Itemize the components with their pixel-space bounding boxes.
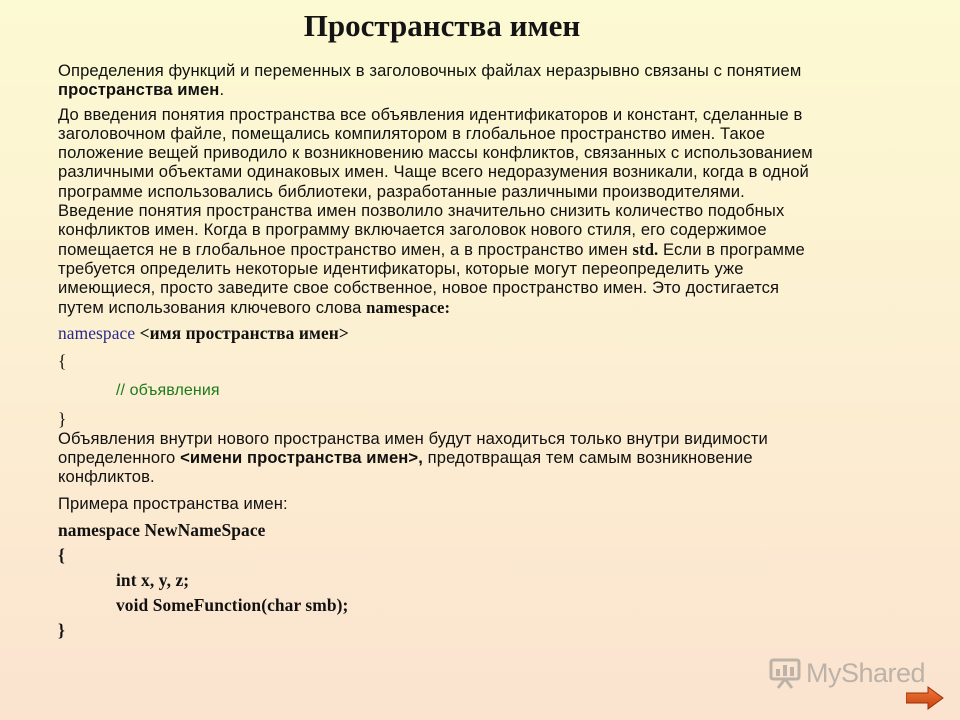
scope-line: конфликтов. bbox=[58, 467, 155, 487]
syntax-close-brace: } bbox=[58, 408, 67, 429]
example-line-function: void SomeFunction(char smb); bbox=[116, 595, 349, 616]
intro-line-1: Определения функций и переменных в заголовочных файлах неразрывно связаны с понятием bbox=[58, 61, 802, 80]
example-heading: Примера пространства имен: bbox=[58, 493, 288, 513]
history-line: Введение понятия пространства имен позволило значительно снизить количество подобных bbox=[58, 201, 785, 221]
intro-paragraph: Определения функций и переменных в заголовочных файлах неразрывно связаны с понятием пространства имен. bbox=[58, 61, 802, 100]
history-line: конфликтов имен. Когда в программу включается заголовок нового стиля, его содержимое bbox=[58, 220, 767, 240]
example-block bbox=[58, 518, 938, 642]
std-term: std. bbox=[632, 239, 659, 259]
syntax-block bbox=[58, 321, 938, 431]
next-slide-arrow-icon[interactable] bbox=[906, 686, 944, 710]
history-line: требуется определить некоторые идентификаторы, которые могут переопределить уже bbox=[58, 258, 744, 278]
history-paragraph: До введения понятия пространства все объявления идентификаторов и констант, сделанные в заголовочном файле, помещались компилятором в глобальное пространство имен. Такое положение вещей приводило к возникновению массы конфликтов, связанных с использованием различными объектами одинаковых имен. Чаще всего недоразумения возникали, когда в одной программе использовались библиотеки, разработанные различными производителями. Введение понятия пространства имен позволило значительно снизить количество подобных конфликтов имен. Когда в программу включается заголовок нового стиля, его содержимое помещается не в глобальное пространство имен, а в пространство имен std. Если в программе требуется определить некоторые идентификаторы, которые могут переопределить уже имеющиеся, просто заведите свое собственное, новое пространство имен. Это достигается путем использования ключевого слова namespace: bbox=[58, 104, 813, 317]
example-declaration: namespace NewNameSpace bbox=[58, 520, 266, 541]
namespace-term: namespace: bbox=[366, 297, 451, 317]
myshared-watermark bbox=[768, 656, 925, 690]
scope-line: Объявления внутри нового пространства имен будут находиться только внутри видимости bbox=[58, 428, 768, 448]
history-line: различными объектами одинаковых имен. Чаще всего недоразумения возникали, когда в одной bbox=[58, 162, 809, 182]
watermark-text: MyShared bbox=[806, 657, 926, 688]
syntax-open-brace: { bbox=[58, 350, 67, 371]
syntax-declaration bbox=[58, 321, 938, 345]
syntax-comment: // объявления bbox=[116, 381, 220, 399]
scope-term: <имени пространства имен>, bbox=[180, 448, 423, 468]
history-line: программе использовались библиотеки, разработанные различными производителями. bbox=[58, 181, 745, 201]
example-close-brace: } bbox=[58, 620, 65, 641]
syntax-comment-line bbox=[58, 377, 938, 403]
slide-title: Пространства имен bbox=[303, 8, 581, 43]
example-line-vars: int x, y, z; bbox=[116, 570, 190, 591]
namespace-keyword: namespace bbox=[58, 322, 136, 343]
history-line: имеющиеся, просто заведите свое собственное, новое пространство имен. Это достигается bbox=[58, 278, 780, 298]
example-open-brace: { bbox=[58, 545, 65, 566]
slide-body bbox=[58, 61, 938, 642]
history-line: положение вещей приводило к возникновению массы конфликтов, связанных с использованием bbox=[58, 143, 813, 163]
presentation-board-icon bbox=[768, 656, 802, 690]
history-line: До введения понятия пространства все объявления идентификаторов и констант, сделанные в bbox=[58, 104, 803, 124]
namespace-placeholder: <имя пространства имен> bbox=[139, 322, 349, 343]
intro-term: пространства имен bbox=[58, 80, 220, 100]
history-line: заголовочном файле, помещались компилятором в глобальное пространство имен. Такое bbox=[58, 123, 766, 143]
scope-paragraph: Объявления внутри нового пространства имен будут находиться только внутри видимости определенного <имени пространства имен>, предотвращая тем самым возникновение конфликтов. bbox=[58, 428, 768, 487]
